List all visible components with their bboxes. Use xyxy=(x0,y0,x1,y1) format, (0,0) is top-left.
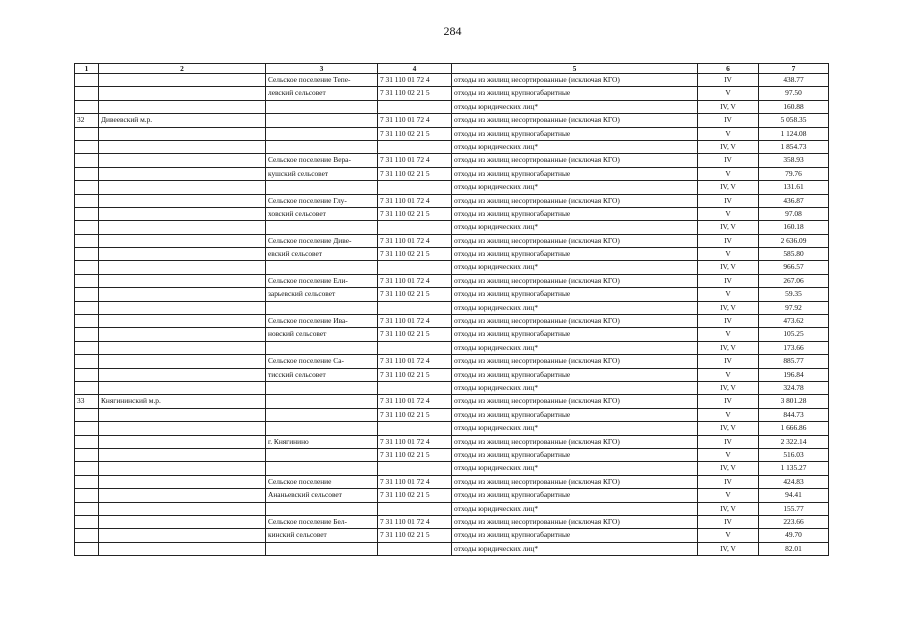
row-number-cell: 32 xyxy=(75,114,99,127)
row-number-cell xyxy=(75,529,99,542)
row-number-cell xyxy=(75,194,99,207)
volume-value-cell: 3 801.28 xyxy=(759,395,829,408)
table-row xyxy=(75,127,829,140)
table-row xyxy=(75,475,829,488)
hazard-class-cell: IV xyxy=(698,315,759,328)
district-cell xyxy=(99,328,266,341)
row-number-cell xyxy=(75,462,99,475)
hazard-class-cell: V xyxy=(698,328,759,341)
volume-value-cell: 196.84 xyxy=(759,368,829,381)
table-row xyxy=(75,207,829,220)
settlement-cell: новский сельсовет xyxy=(266,328,378,341)
volume-value-cell: 49.70 xyxy=(759,529,829,542)
settlement-cell xyxy=(266,395,378,408)
volume-value-cell: 2 322.14 xyxy=(759,435,829,448)
table-row xyxy=(75,261,829,274)
volume-value-cell: 516.03 xyxy=(759,448,829,461)
district-cell xyxy=(99,315,266,328)
table-row xyxy=(75,542,829,555)
settlement-cell xyxy=(266,114,378,127)
table-header-row xyxy=(75,64,829,74)
hazard-class-cell: V xyxy=(698,207,759,220)
settlement-cell xyxy=(266,542,378,555)
district-cell xyxy=(99,502,266,515)
settlement-cell xyxy=(266,381,378,394)
row-number-cell xyxy=(75,422,99,435)
district-cell xyxy=(99,489,266,502)
table-row xyxy=(75,74,829,87)
volume-value-cell: 82.01 xyxy=(759,542,829,555)
table-row xyxy=(75,181,829,194)
hazard-class-cell: V xyxy=(698,87,759,100)
hazard-class-cell: V xyxy=(698,167,759,180)
volume-value-cell: 5 058.35 xyxy=(759,114,829,127)
district-cell xyxy=(99,542,266,555)
settlement-cell xyxy=(266,502,378,515)
row-number-cell xyxy=(75,221,99,234)
volume-value-cell: 267.06 xyxy=(759,274,829,287)
page-number: 284 xyxy=(443,24,462,38)
volume-value-cell: 844.73 xyxy=(759,408,829,421)
waste-code-cell: 7 31 110 02 21 5 xyxy=(378,489,452,502)
hazard-class-cell: IV xyxy=(698,435,759,448)
table-row xyxy=(75,368,829,381)
waste-code-cell xyxy=(378,181,452,194)
table-row xyxy=(75,489,829,502)
table-row xyxy=(75,114,829,127)
volume-value-cell: 2 636.09 xyxy=(759,234,829,247)
table-row xyxy=(75,462,829,475)
district-cell xyxy=(99,368,266,381)
row-number-cell xyxy=(75,448,99,461)
waste-type-cell: отходы из жилищ несортированные (исключая КГО) xyxy=(452,154,698,167)
waste-code-cell: 7 31 110 02 21 5 xyxy=(378,167,452,180)
waste-code-cell: 7 31 110 01 72 4 xyxy=(378,395,452,408)
district-cell xyxy=(99,181,266,194)
district-cell xyxy=(99,408,266,421)
waste-code-cell: 7 31 110 02 21 5 xyxy=(378,288,452,301)
district-cell xyxy=(99,515,266,528)
waste-type-cell: отходы юридических лиц* xyxy=(452,261,698,274)
waste-type-cell: отходы юридических лиц* xyxy=(452,100,698,113)
volume-value-cell: 1 135.27 xyxy=(759,462,829,475)
waste-type-cell: отходы из жилищ несортированные (исключая КГО) xyxy=(452,234,698,247)
hazard-class-cell: IV, V xyxy=(698,261,759,274)
row-number-cell xyxy=(75,328,99,341)
table-row xyxy=(75,502,829,515)
hazard-class-cell: IV xyxy=(698,515,759,528)
waste-code-cell: 7 31 110 01 72 4 xyxy=(378,475,452,488)
waste-type-cell: отходы юридических лиц* xyxy=(452,502,698,515)
waste-type-cell: отходы из жилищ несортированные (исключая КГО) xyxy=(452,315,698,328)
waste-type-cell: отходы из жилищ крупногабаритные xyxy=(452,328,698,341)
waste-code-cell xyxy=(378,502,452,515)
hazard-class-cell: V xyxy=(698,248,759,261)
waste-code-cell xyxy=(378,100,452,113)
waste-type-cell: отходы из жилищ несортированные (исключая КГО) xyxy=(452,395,698,408)
settlement-cell: Сельское поселение Вера- xyxy=(266,154,378,167)
district-cell xyxy=(99,475,266,488)
waste-code-cell: 7 31 110 01 72 4 xyxy=(378,515,452,528)
table-row xyxy=(75,341,829,354)
waste-type-cell: отходы юридических лиц* xyxy=(452,542,698,555)
settlement-cell: Сельское поселение Ива- xyxy=(266,315,378,328)
hazard-class-cell: V xyxy=(698,448,759,461)
hazard-class-cell: IV, V xyxy=(698,100,759,113)
table-row xyxy=(75,328,829,341)
hazard-class-cell: V xyxy=(698,288,759,301)
hazard-class-cell: V xyxy=(698,529,759,542)
waste-code-cell: 7 31 110 02 21 5 xyxy=(378,87,452,100)
waste-type-cell: отходы из жилищ крупногабаритные xyxy=(452,167,698,180)
table-row xyxy=(75,154,829,167)
district-cell xyxy=(99,448,266,461)
hazard-class-cell: V xyxy=(698,489,759,502)
settlement-cell xyxy=(266,341,378,354)
row-number-cell xyxy=(75,408,99,421)
settlement-cell xyxy=(266,462,378,475)
volume-value-cell: 1 854.73 xyxy=(759,140,829,153)
row-number-cell xyxy=(75,341,99,354)
waste-type-cell: отходы из жилищ крупногабаритные xyxy=(452,408,698,421)
district-cell xyxy=(99,248,266,261)
row-number-cell xyxy=(75,181,99,194)
volume-value-cell: 173.66 xyxy=(759,341,829,354)
volume-value-cell: 160.18 xyxy=(759,221,829,234)
settlement-cell: кинский сельсовет xyxy=(266,529,378,542)
hazard-class-cell: IV, V xyxy=(698,542,759,555)
waste-code-cell: 7 31 110 01 72 4 xyxy=(378,194,452,207)
waste-code-cell xyxy=(378,381,452,394)
row-number-cell xyxy=(75,261,99,274)
district-cell xyxy=(99,462,266,475)
district-cell xyxy=(99,127,266,140)
volume-value-cell: 585.80 xyxy=(759,248,829,261)
settlement-cell: Сельское поселение Са- xyxy=(266,355,378,368)
settlement-cell: кушский сельсовет xyxy=(266,167,378,180)
district-cell xyxy=(99,221,266,234)
hazard-class-cell: IV xyxy=(698,274,759,287)
row-number-cell xyxy=(75,234,99,247)
district-cell xyxy=(99,301,266,314)
table-row xyxy=(75,422,829,435)
column-header: 2 xyxy=(99,64,266,74)
settlement-cell xyxy=(266,221,378,234)
hazard-class-cell: IV, V xyxy=(698,140,759,153)
waste-type-cell: отходы юридических лиц* xyxy=(452,381,698,394)
waste-type-cell: отходы из жилищ несортированные (исключая КГО) xyxy=(452,515,698,528)
hazard-class-cell: IV xyxy=(698,194,759,207)
row-number-cell xyxy=(75,248,99,261)
waste-type-cell: отходы из жилищ крупногабаритные xyxy=(452,248,698,261)
waste-code-cell: 7 31 110 01 72 4 xyxy=(378,435,452,448)
row-number-cell: 33 xyxy=(75,395,99,408)
volume-value-cell: 966.57 xyxy=(759,261,829,274)
waste-code-cell: 7 31 110 01 72 4 xyxy=(378,154,452,167)
waste-code-cell: 7 31 110 01 72 4 xyxy=(378,355,452,368)
settlement-cell: левский сельсовет xyxy=(266,87,378,100)
volume-value-cell: 1 124.08 xyxy=(759,127,829,140)
hazard-class-cell: IV, V xyxy=(698,181,759,194)
row-number-cell xyxy=(75,167,99,180)
column-header: 1 xyxy=(75,64,99,74)
settlement-cell xyxy=(266,127,378,140)
column-header: 5 xyxy=(452,64,698,74)
settlement-cell xyxy=(266,140,378,153)
table-body xyxy=(75,74,829,556)
hazard-class-cell: IV, V xyxy=(698,381,759,394)
row-number-cell xyxy=(75,368,99,381)
row-number-cell xyxy=(75,515,99,528)
waste-type-cell: отходы из жилищ несортированные (исключая КГО) xyxy=(452,274,698,287)
volume-value-cell: 97.50 xyxy=(759,87,829,100)
waste-type-cell: отходы юридических лиц* xyxy=(452,221,698,234)
waste-type-cell: отходы юридических лиц* xyxy=(452,301,698,314)
waste-table xyxy=(74,63,829,556)
table-row xyxy=(75,140,829,153)
table-row xyxy=(75,381,829,394)
table-row xyxy=(75,234,829,247)
table-row xyxy=(75,408,829,421)
row-number-cell xyxy=(75,127,99,140)
volume-value-cell: 324.78 xyxy=(759,381,829,394)
waste-type-cell: отходы из жилищ несортированные (исключая КГО) xyxy=(452,475,698,488)
waste-type-cell: отходы юридических лиц* xyxy=(452,140,698,153)
row-number-cell xyxy=(75,542,99,555)
row-number-cell xyxy=(75,475,99,488)
hazard-class-cell: V xyxy=(698,127,759,140)
table-row xyxy=(75,87,829,100)
hazard-class-cell: IV xyxy=(698,74,759,87)
table-row xyxy=(75,355,829,368)
district-cell xyxy=(99,435,266,448)
waste-type-cell: отходы из жилищ несортированные (исключая КГО) xyxy=(452,114,698,127)
settlement-cell xyxy=(266,100,378,113)
settlement-cell: Сельское поселение Глу- xyxy=(266,194,378,207)
table-row xyxy=(75,221,829,234)
settlement-cell: тисский сельсовет xyxy=(266,368,378,381)
waste-code-cell: 7 31 110 02 21 5 xyxy=(378,207,452,220)
table-row xyxy=(75,515,829,528)
settlement-cell xyxy=(266,408,378,421)
waste-type-cell: отходы из жилищ несортированные (исключая КГО) xyxy=(452,355,698,368)
waste-code-cell: 7 31 110 01 72 4 xyxy=(378,234,452,247)
waste-code-cell: 7 31 110 02 21 5 xyxy=(378,368,452,381)
district-cell xyxy=(99,207,266,220)
settlement-cell: Ананьевский сельсовет xyxy=(266,489,378,502)
waste-code-cell: 7 31 110 02 21 5 xyxy=(378,408,452,421)
waste-code-cell: 7 31 110 01 72 4 xyxy=(378,74,452,87)
row-number-cell xyxy=(75,489,99,502)
hazard-class-cell: IV xyxy=(698,395,759,408)
table-row xyxy=(75,274,829,287)
settlement-cell: Сельское поселение xyxy=(266,475,378,488)
district-cell xyxy=(99,194,266,207)
settlement-cell xyxy=(266,422,378,435)
volume-value-cell: 1 666.86 xyxy=(759,422,829,435)
volume-value-cell: 131.61 xyxy=(759,181,829,194)
table-row xyxy=(75,194,829,207)
settlement-cell: Сельское поселение Ели- xyxy=(266,274,378,287)
table-row xyxy=(75,167,829,180)
waste-code-cell xyxy=(378,462,452,475)
waste-type-cell: отходы из жилищ крупногабаритные xyxy=(452,489,698,502)
table-row xyxy=(75,529,829,542)
hazard-class-cell: IV, V xyxy=(698,221,759,234)
settlement-cell: евский сельсовет xyxy=(266,248,378,261)
row-number-cell xyxy=(75,435,99,448)
hazard-class-cell: V xyxy=(698,408,759,421)
column-header: 7 xyxy=(759,64,829,74)
volume-value-cell: 358.93 xyxy=(759,154,829,167)
waste-type-cell: отходы из жилищ несортированные (исключая КГО) xyxy=(452,435,698,448)
row-number-cell xyxy=(75,207,99,220)
volume-value-cell: 97.08 xyxy=(759,207,829,220)
settlement-cell xyxy=(266,181,378,194)
table-row xyxy=(75,288,829,301)
district-cell xyxy=(99,87,266,100)
district-cell xyxy=(99,261,266,274)
waste-type-cell: отходы юридических лиц* xyxy=(452,462,698,475)
column-header: 4 xyxy=(378,64,452,74)
hazard-class-cell: IV, V xyxy=(698,462,759,475)
hazard-class-cell: IV, V xyxy=(698,301,759,314)
waste-type-cell: отходы юридических лиц* xyxy=(452,422,698,435)
waste-type-cell: отходы из жилищ несортированные (исключая КГО) xyxy=(452,194,698,207)
waste-code-cell xyxy=(378,422,452,435)
district-cell xyxy=(99,381,266,394)
volume-value-cell: 436.87 xyxy=(759,194,829,207)
waste-code-cell: 7 31 110 01 72 4 xyxy=(378,274,452,287)
settlement-cell: Сельское поселение Диве- xyxy=(266,234,378,247)
settlement-cell: Сельское поселение Тепе- xyxy=(266,74,378,87)
waste-type-cell: отходы юридических лиц* xyxy=(452,181,698,194)
district-cell xyxy=(99,529,266,542)
row-number-cell xyxy=(75,87,99,100)
table-row xyxy=(75,395,829,408)
settlement-cell: г. Княгинино xyxy=(266,435,378,448)
volume-value-cell: 155.77 xyxy=(759,502,829,515)
row-number-cell xyxy=(75,502,99,515)
waste-code-cell xyxy=(378,261,452,274)
district-cell xyxy=(99,140,266,153)
waste-code-cell xyxy=(378,301,452,314)
hazard-class-cell: IV xyxy=(698,154,759,167)
hazard-class-cell: V xyxy=(698,368,759,381)
district-cell: Княгининский м.р. xyxy=(99,395,266,408)
district-cell xyxy=(99,167,266,180)
table-row xyxy=(75,448,829,461)
row-number-cell xyxy=(75,301,99,314)
waste-type-cell: отходы из жилищ крупногабаритные xyxy=(452,448,698,461)
waste-type-cell: отходы из жилищ крупногабаритные xyxy=(452,368,698,381)
settlement-cell xyxy=(266,448,378,461)
row-number-cell xyxy=(75,288,99,301)
row-number-cell xyxy=(75,74,99,87)
column-header: 3 xyxy=(266,64,378,74)
district-cell xyxy=(99,154,266,167)
volume-value-cell: 79.76 xyxy=(759,167,829,180)
volume-value-cell: 59.35 xyxy=(759,288,829,301)
row-number-cell xyxy=(75,381,99,394)
district-cell xyxy=(99,341,266,354)
table-row xyxy=(75,100,829,113)
hazard-class-cell: IV xyxy=(698,355,759,368)
district-cell xyxy=(99,288,266,301)
waste-type-cell: отходы из жилищ крупногабаритные xyxy=(452,87,698,100)
settlement-cell: ховский сельсовет xyxy=(266,207,378,220)
waste-code-cell: 7 31 110 02 21 5 xyxy=(378,248,452,261)
volume-value-cell: 223.66 xyxy=(759,515,829,528)
waste-type-cell: отходы из жилищ крупногабаритные xyxy=(452,207,698,220)
volume-value-cell: 97.92 xyxy=(759,301,829,314)
waste-type-cell: отходы из жилищ несортированные (исключая КГО) xyxy=(452,74,698,87)
district-cell xyxy=(99,234,266,247)
hazard-class-cell: IV xyxy=(698,234,759,247)
column-header: 6 xyxy=(698,64,759,74)
waste-code-cell xyxy=(378,221,452,234)
volume-value-cell: 473.62 xyxy=(759,315,829,328)
table-row xyxy=(75,435,829,448)
hazard-class-cell: IV xyxy=(698,114,759,127)
waste-code-cell: 7 31 110 01 72 4 xyxy=(378,114,452,127)
settlement-cell: зарьевский сельсовет xyxy=(266,288,378,301)
table-row xyxy=(75,315,829,328)
row-number-cell xyxy=(75,154,99,167)
volume-value-cell: 160.88 xyxy=(759,100,829,113)
table-row xyxy=(75,301,829,314)
waste-code-cell xyxy=(378,341,452,354)
waste-type-cell: отходы из жилищ крупногабаритные xyxy=(452,127,698,140)
hazard-class-cell: IV xyxy=(698,475,759,488)
waste-code-cell: 7 31 110 02 21 5 xyxy=(378,328,452,341)
waste-code-cell xyxy=(378,542,452,555)
volume-value-cell: 105.25 xyxy=(759,328,829,341)
district-cell xyxy=(99,100,266,113)
volume-value-cell: 424.83 xyxy=(759,475,829,488)
district-cell xyxy=(99,355,266,368)
waste-code-cell xyxy=(378,140,452,153)
waste-type-cell: отходы из жилищ крупногабаритные xyxy=(452,288,698,301)
district-cell xyxy=(99,74,266,87)
row-number-cell xyxy=(75,315,99,328)
row-number-cell xyxy=(75,140,99,153)
waste-code-cell: 7 31 110 02 21 5 xyxy=(378,127,452,140)
settlement-cell: Сельское поселение Бел- xyxy=(266,515,378,528)
waste-code-cell: 7 31 110 02 21 5 xyxy=(378,529,452,542)
hazard-class-cell: IV, V xyxy=(698,502,759,515)
district-cell xyxy=(99,422,266,435)
row-number-cell xyxy=(75,100,99,113)
row-number-cell xyxy=(75,355,99,368)
waste-type-cell: отходы юридических лиц* xyxy=(452,341,698,354)
settlement-cell xyxy=(266,261,378,274)
volume-value-cell: 94.41 xyxy=(759,489,829,502)
hazard-class-cell: IV, V xyxy=(698,341,759,354)
hazard-class-cell: IV, V xyxy=(698,422,759,435)
waste-code-cell: 7 31 110 02 21 5 xyxy=(378,448,452,461)
waste-code-cell: 7 31 110 01 72 4 xyxy=(378,315,452,328)
district-cell xyxy=(99,274,266,287)
waste-type-cell: отходы из жилищ крупногабаритные xyxy=(452,529,698,542)
row-number-cell xyxy=(75,274,99,287)
volume-value-cell: 885.77 xyxy=(759,355,829,368)
table-row xyxy=(75,248,829,261)
volume-value-cell: 438.77 xyxy=(759,74,829,87)
district-cell: Дивеевский м.р. xyxy=(99,114,266,127)
settlement-cell xyxy=(266,301,378,314)
